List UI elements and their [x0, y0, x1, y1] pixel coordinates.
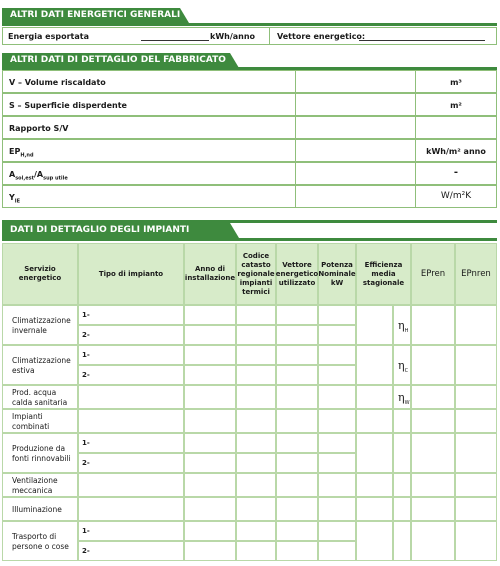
plant-data-cell[interactable] — [455, 433, 497, 473]
general-section — [2, 6, 497, 46]
service-cell — [2, 473, 78, 497]
plant-data-cell[interactable] — [236, 473, 276, 497]
eta-subscript: H — [404, 328, 409, 335]
plant-data-cell[interactable] — [411, 433, 455, 473]
plant-data-cell[interactable] — [236, 305, 276, 325]
plant-data-cell[interactable] — [184, 409, 236, 433]
service-cell — [2, 521, 78, 561]
plants-section — [2, 215, 497, 565]
service-label: Impianti combinati — [12, 412, 50, 431]
plant-data-cell[interactable] — [455, 497, 497, 521]
plant-data-cell[interactable] — [276, 497, 318, 521]
plant-data-cell[interactable] — [236, 433, 276, 453]
plant-data-cell[interactable] — [78, 409, 184, 433]
efficiency-cell[interactable] — [356, 433, 393, 473]
building-value-field[interactable] — [296, 117, 415, 138]
service-cell — [2, 409, 78, 433]
plant-data-cell[interactable] — [78, 453, 184, 473]
plant-sub-number: 1- — [82, 527, 90, 535]
plant-data-cell[interactable] — [236, 409, 276, 433]
plant-data-cell[interactable] — [455, 385, 497, 409]
building-row-label: $A_{sol,est}/A_{sup utile}$ — [9, 170, 68, 182]
plants-section-bar — [2, 238, 497, 241]
plant-data-cell[interactable] — [276, 365, 318, 385]
plant-data-cell[interactable] — [455, 345, 497, 385]
plant-data-cell[interactable] — [78, 521, 184, 541]
building-section — [2, 50, 497, 210]
building-value-field[interactable] — [296, 94, 415, 115]
efficiency-cell[interactable] — [356, 521, 393, 561]
plant-data-cell[interactable] — [411, 385, 455, 409]
plant-data-cell[interactable] — [184, 385, 236, 409]
plant-data-cell[interactable] — [276, 473, 318, 497]
eta-symbol: $\eta_H$ — [398, 319, 409, 335]
service-cell — [2, 497, 78, 521]
plant-data-cell[interactable] — [318, 305, 356, 325]
building-row — [2, 185, 497, 208]
plant-data-cell[interactable] — [276, 433, 318, 453]
building-row — [2, 139, 497, 162]
plant-data-cell[interactable] — [78, 541, 184, 561]
service-label: Climatizzazione invernale — [12, 316, 71, 335]
building-value-field[interactable] — [296, 71, 415, 92]
plant-data-cell[interactable] — [276, 521, 318, 541]
building-row-unit: m² — [450, 101, 462, 110]
service-cell — [2, 433, 78, 473]
plant-data-cell[interactable] — [318, 453, 356, 473]
plant-data-cell[interactable] — [318, 325, 356, 345]
building-value-field[interactable] — [296, 140, 415, 161]
plant-data-cell[interactable] — [318, 497, 356, 521]
plant-data-cell[interactable] — [318, 433, 356, 453]
building-divider — [415, 117, 416, 138]
plant-sub-number: 2- — [82, 371, 90, 379]
plant-data-cell[interactable] — [78, 345, 184, 365]
efficiency-symbol-cell — [393, 345, 411, 385]
plants-header-cell: Efficienza media stagionale — [356, 243, 411, 305]
plants-header-cell: Potenza Nominale kW — [318, 243, 356, 305]
efficiency-symbol-cell — [393, 473, 411, 497]
efficiency-cell[interactable] — [356, 409, 393, 433]
service-label: Ventilazione meccanica — [12, 476, 58, 495]
exported-energy-unit: kWh/anno — [210, 32, 256, 41]
plant-data-cell[interactable] — [318, 521, 356, 541]
plant-data-cell[interactable] — [455, 409, 497, 433]
plant-data-cell[interactable] — [184, 325, 236, 345]
plant-data-cell[interactable] — [276, 409, 318, 433]
building-row-unit: m³ — [450, 78, 462, 87]
plant-data-cell[interactable] — [236, 541, 276, 561]
plant-data-cell[interactable] — [236, 345, 276, 365]
plant-data-cell[interactable] — [411, 497, 455, 521]
plants-header-cell: EPren — [411, 243, 455, 305]
plant-data-cell[interactable] — [411, 305, 455, 345]
plant-data-cell[interactable] — [318, 365, 356, 385]
plant-data-cell[interactable] — [236, 385, 276, 409]
plant-data-cell[interactable] — [78, 433, 184, 453]
plant-sub-number: 2- — [82, 547, 90, 555]
service-label: Produzione da fonti rinnovabili — [12, 444, 71, 463]
service-cell — [2, 305, 78, 345]
plant-data-cell[interactable] — [78, 497, 184, 521]
plant-data-cell[interactable] — [78, 325, 184, 345]
building-row-label: $Y_{IE}$ — [9, 193, 21, 205]
plant-data-cell[interactable] — [184, 521, 236, 541]
plant-data-cell[interactable] — [455, 305, 497, 345]
plant-data-cell[interactable] — [78, 473, 184, 497]
energy-vector-label: Vettore energetico: — [277, 32, 366, 41]
plant-data-cell[interactable] — [411, 521, 455, 561]
efficiency-cell[interactable] — [356, 473, 393, 497]
efficiency-cell[interactable] — [356, 385, 393, 409]
plant-data-cell[interactable] — [318, 541, 356, 561]
general-row — [2, 27, 497, 45]
plants-header-cell: Vettore energetico utilizzato — [276, 243, 318, 305]
plant-sub-number: 1- — [82, 351, 90, 359]
efficiency-symbol-cell — [393, 409, 411, 433]
building-row — [2, 70, 497, 93]
building-row-unit: - — [453, 167, 459, 178]
plant-data-cell[interactable] — [78, 385, 184, 409]
plant-data-cell[interactable] — [411, 473, 455, 497]
plant-data-cell[interactable] — [455, 473, 497, 497]
plant-data-cell[interactable] — [184, 541, 236, 561]
plant-data-cell[interactable] — [184, 473, 236, 497]
building-row — [2, 162, 497, 185]
efficiency-symbol-cell — [393, 305, 411, 345]
plants-header-cell: Codice catasto regionale impianti termici — [236, 243, 276, 305]
building-row-unit: W/m²K — [440, 191, 472, 201]
plants-header-cell: EPnren — [455, 243, 497, 305]
service-cell — [2, 345, 78, 385]
building-row — [2, 116, 497, 139]
plant-data-cell[interactable] — [236, 325, 276, 345]
plant-data-cell[interactable] — [236, 497, 276, 521]
exported-energy-field[interactable] — [141, 40, 209, 41]
exported-energy-label: Energia esportata — [8, 32, 89, 41]
plant-data-cell[interactable] — [318, 385, 356, 409]
building-row-label: S – Superficie disperdente — [9, 101, 127, 110]
efficiency-cell[interactable] — [356, 345, 393, 385]
plant-data-cell[interactable] — [318, 409, 356, 433]
energy-vector-field[interactable] — [359, 40, 485, 41]
building-value-field[interactable] — [296, 186, 415, 207]
efficiency-cell[interactable] — [356, 497, 393, 521]
building-value-field[interactable] — [296, 163, 415, 184]
plant-data-cell[interactable] — [184, 345, 236, 365]
building-section-title: ALTRI DATI DI DETTAGLIO DEL FABBRICATO — [2, 53, 230, 68]
plant-data-cell[interactable] — [236, 453, 276, 473]
plant-data-cell[interactable] — [184, 453, 236, 473]
plants-header-cell: Tipo di impianto — [78, 243, 184, 305]
building-row-label: Rapporto S/V — [9, 124, 69, 133]
plant-data-cell[interactable] — [236, 365, 276, 385]
plant-data-cell[interactable] — [184, 305, 236, 325]
plant-sub-number: 2- — [82, 331, 90, 339]
plant-data-cell[interactable] — [276, 345, 318, 365]
plant-data-cell[interactable] — [78, 365, 184, 385]
plant-sub-number: 1- — [82, 311, 90, 319]
efficiency-symbol-cell — [393, 521, 411, 561]
building-row-label: V – Volume riscaldato — [9, 78, 106, 87]
service-cell — [2, 385, 78, 409]
plant-data-cell[interactable] — [276, 325, 318, 345]
eta-symbol: $\eta_W$ — [398, 391, 410, 407]
general-section-bar — [2, 23, 497, 26]
eta-symbol: $\eta_C$ — [398, 359, 409, 375]
service-label: Trasporto di persone o cose — [12, 532, 69, 551]
service-label: Illuminazione — [12, 505, 62, 514]
plant-data-cell[interactable] — [411, 409, 455, 433]
plant-data-cell[interactable] — [276, 453, 318, 473]
building-row-unit: kWh/m² anno — [426, 147, 486, 156]
plant-sub-number: 2- — [82, 459, 90, 467]
plant-data-cell[interactable] — [455, 521, 497, 561]
efficiency-symbol-cell — [393, 497, 411, 521]
general-divider — [269, 28, 270, 44]
plant-data-cell[interactable] — [318, 345, 356, 365]
plant-data-cell[interactable] — [184, 365, 236, 385]
eta-subscript: C — [404, 368, 409, 375]
plants-section-title: DATI DI DETTAGLIO DEGLI IMPIANTI — [2, 223, 230, 238]
plant-data-cell[interactable] — [318, 473, 356, 497]
eta-subscript: W — [404, 400, 410, 407]
plant-data-cell[interactable] — [236, 521, 276, 541]
plant-data-cell[interactable] — [276, 305, 318, 325]
efficiency-symbol-cell — [393, 433, 411, 473]
service-label: Climatizzazione estiva — [12, 356, 71, 375]
plant-sub-number: 1- — [82, 439, 90, 447]
plant-data-cell[interactable] — [276, 541, 318, 561]
plants-header-cell: Anno di installazione — [184, 243, 236, 305]
general-section-title: ALTRI DATI ENERGETICI GENERALI — [2, 8, 180, 23]
building-row — [2, 93, 497, 116]
service-label: Prod. acqua calda sanitaria — [12, 388, 68, 407]
efficiency-symbol-cell — [393, 385, 411, 409]
plant-data-cell[interactable] — [276, 385, 318, 409]
plant-data-cell[interactable] — [78, 305, 184, 325]
efficiency-cell[interactable] — [356, 305, 393, 345]
plant-data-cell[interactable] — [184, 433, 236, 453]
plant-data-cell[interactable] — [411, 345, 455, 385]
plant-data-cell[interactable] — [184, 497, 236, 521]
plants-header-cell: Servizio energetico — [2, 243, 78, 305]
building-row-label: $EP_{H,nd}$ — [9, 147, 34, 159]
